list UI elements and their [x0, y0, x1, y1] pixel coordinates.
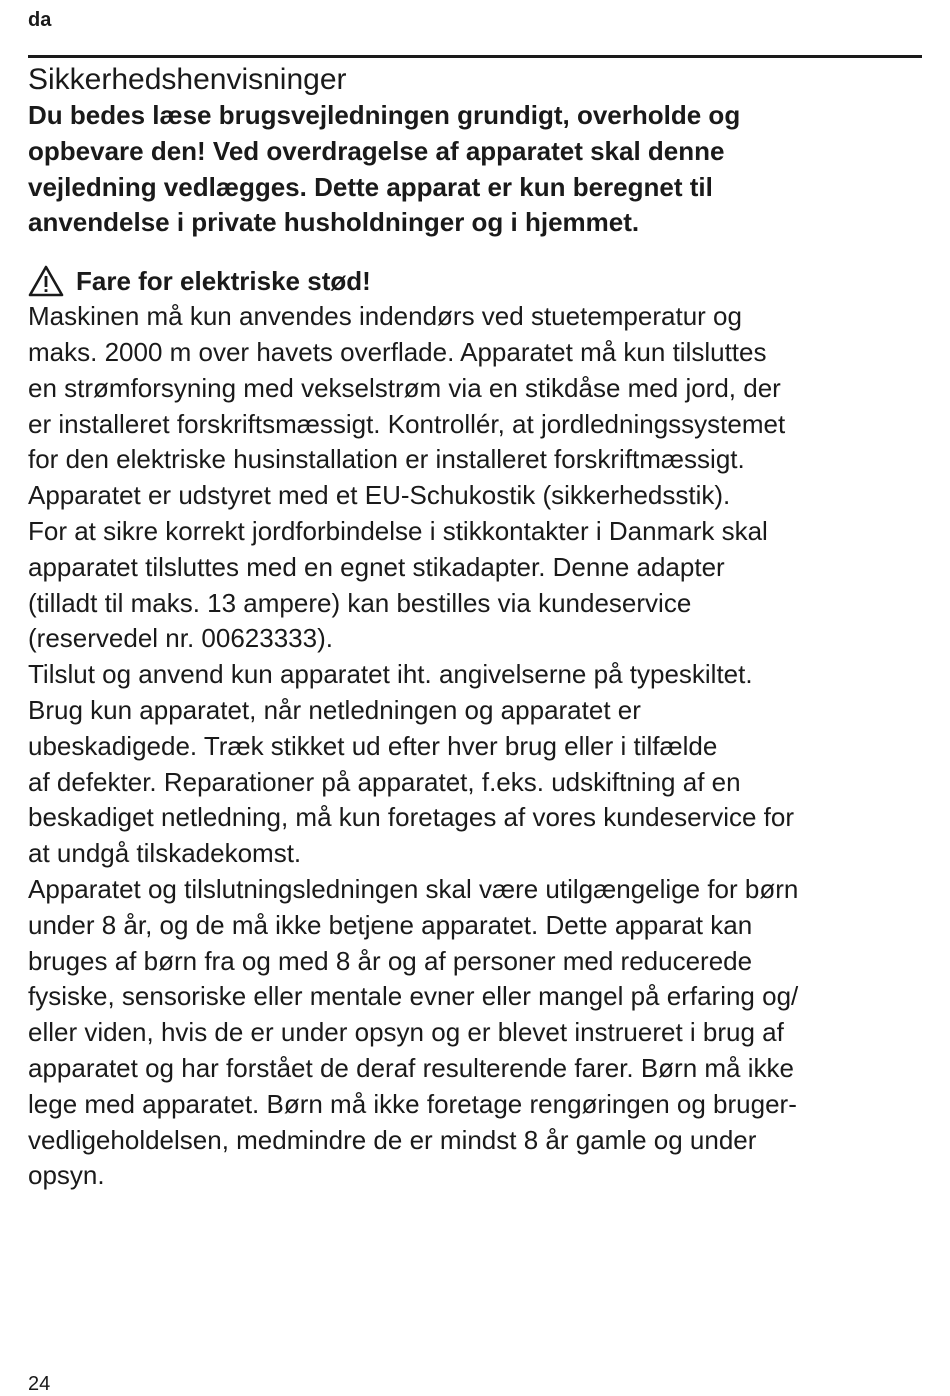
body-line: bruges af børn fra og med 8 år og af personer med reducerede	[28, 945, 753, 976]
body-line: ubeskadigede. Træk stikket ud efter hver brug eller i tilfælde	[28, 730, 718, 761]
body-line: eller viden, hvis de er under opsyn og er blevet instrueret i brug af	[28, 1017, 784, 1048]
body-line: Brug kun apparatet, når netledningen og apparatet er	[28, 694, 641, 725]
intro-line: vejledning vedlægges. Dette apparat er kun beregnet til	[28, 171, 713, 202]
body-line: (tilladt til maks. 13 ampere) kan bestilles via kundeservice	[28, 587, 692, 618]
body-line: apparatet og har forstået de deraf resulterende farer. Børn må ikke	[28, 1052, 794, 1083]
body-line: apparatet tilsluttes med en egnet stikadapter. Denne adapter	[28, 551, 725, 582]
page-content	[28, 62, 922, 1194]
body-line: Tilslut og anvend kun apparatet iht. angivelserne på typeskiltet.	[28, 659, 753, 690]
body-line: opsyn.	[28, 1160, 105, 1191]
body-line: under 8 år, og de må ikke betjene apparatet. Dette apparat kan	[28, 909, 753, 940]
body-line: Apparatet og tilslutningsledningen skal være utilgængelige for børn	[28, 873, 799, 904]
intro-line: anvendelse i private husholdninger og i hjemmet.	[28, 207, 640, 238]
page-number: 24	[28, 1373, 51, 1395]
body-line: er installeret forskriftsmæssigt. Kontrollér, at jordledningssystemet	[28, 408, 786, 439]
body-line: fysiske, sensoriske eller mentale evner eller mangel på erfaring og/	[28, 981, 799, 1012]
body-line: lege med apparatet. Børn må ikke foretage rengøringen og bruger-	[28, 1088, 797, 1119]
warning-triangle-icon	[28, 265, 64, 297]
body-line: beskadiget netledning, må kun foretages af vores kundeservice for	[28, 802, 795, 833]
body-line: (reservedel nr. 00623333).	[28, 623, 333, 654]
intro-line: opbevare den! Ved overdragelse af apparatet skal denne	[28, 135, 725, 166]
body-line: at undgå tilskadekomst.	[28, 838, 302, 869]
body-line: maks. 2000 m over havets overflade. Apparatet må kun tilsluttes	[28, 336, 767, 367]
body-line: en strømforsyning med vekselstrøm via en stikdåse med jord, der	[28, 372, 781, 403]
body-line: for den elektriske husinstallation er installeret forskriftmæssigt.	[28, 444, 745, 475]
body-line: af defekter. Reparationer på apparatet, f.eks. udskiftning af en	[28, 766, 741, 797]
language-code: da	[28, 9, 52, 31]
warning-body	[28, 299, 922, 1194]
section-title: Sikkerhedshenvisninger	[28, 63, 347, 96]
intro-paragraph	[28, 98, 922, 241]
body-line: Apparatet er udstyret med et EU-Schukostik (sikkerhedsstik).	[28, 480, 731, 511]
warning-heading-text: Fare for elektriske stød!	[76, 266, 371, 297]
intro-line: Du bedes læse brugsvejledningen grundigt, overholde og	[28, 100, 741, 130]
body-line: Maskinen må kun anvendes indendørs ved stuetemperatur og	[28, 301, 742, 332]
header-rule	[28, 55, 922, 58]
body-line: For at sikre korrekt jordforbindelse i stikkontakter i Danmark skal	[28, 515, 768, 546]
warning-heading	[28, 263, 922, 299]
body-line: vedligeholdelsen, medmindre de er mindst 8 år gamle og under	[28, 1124, 757, 1155]
